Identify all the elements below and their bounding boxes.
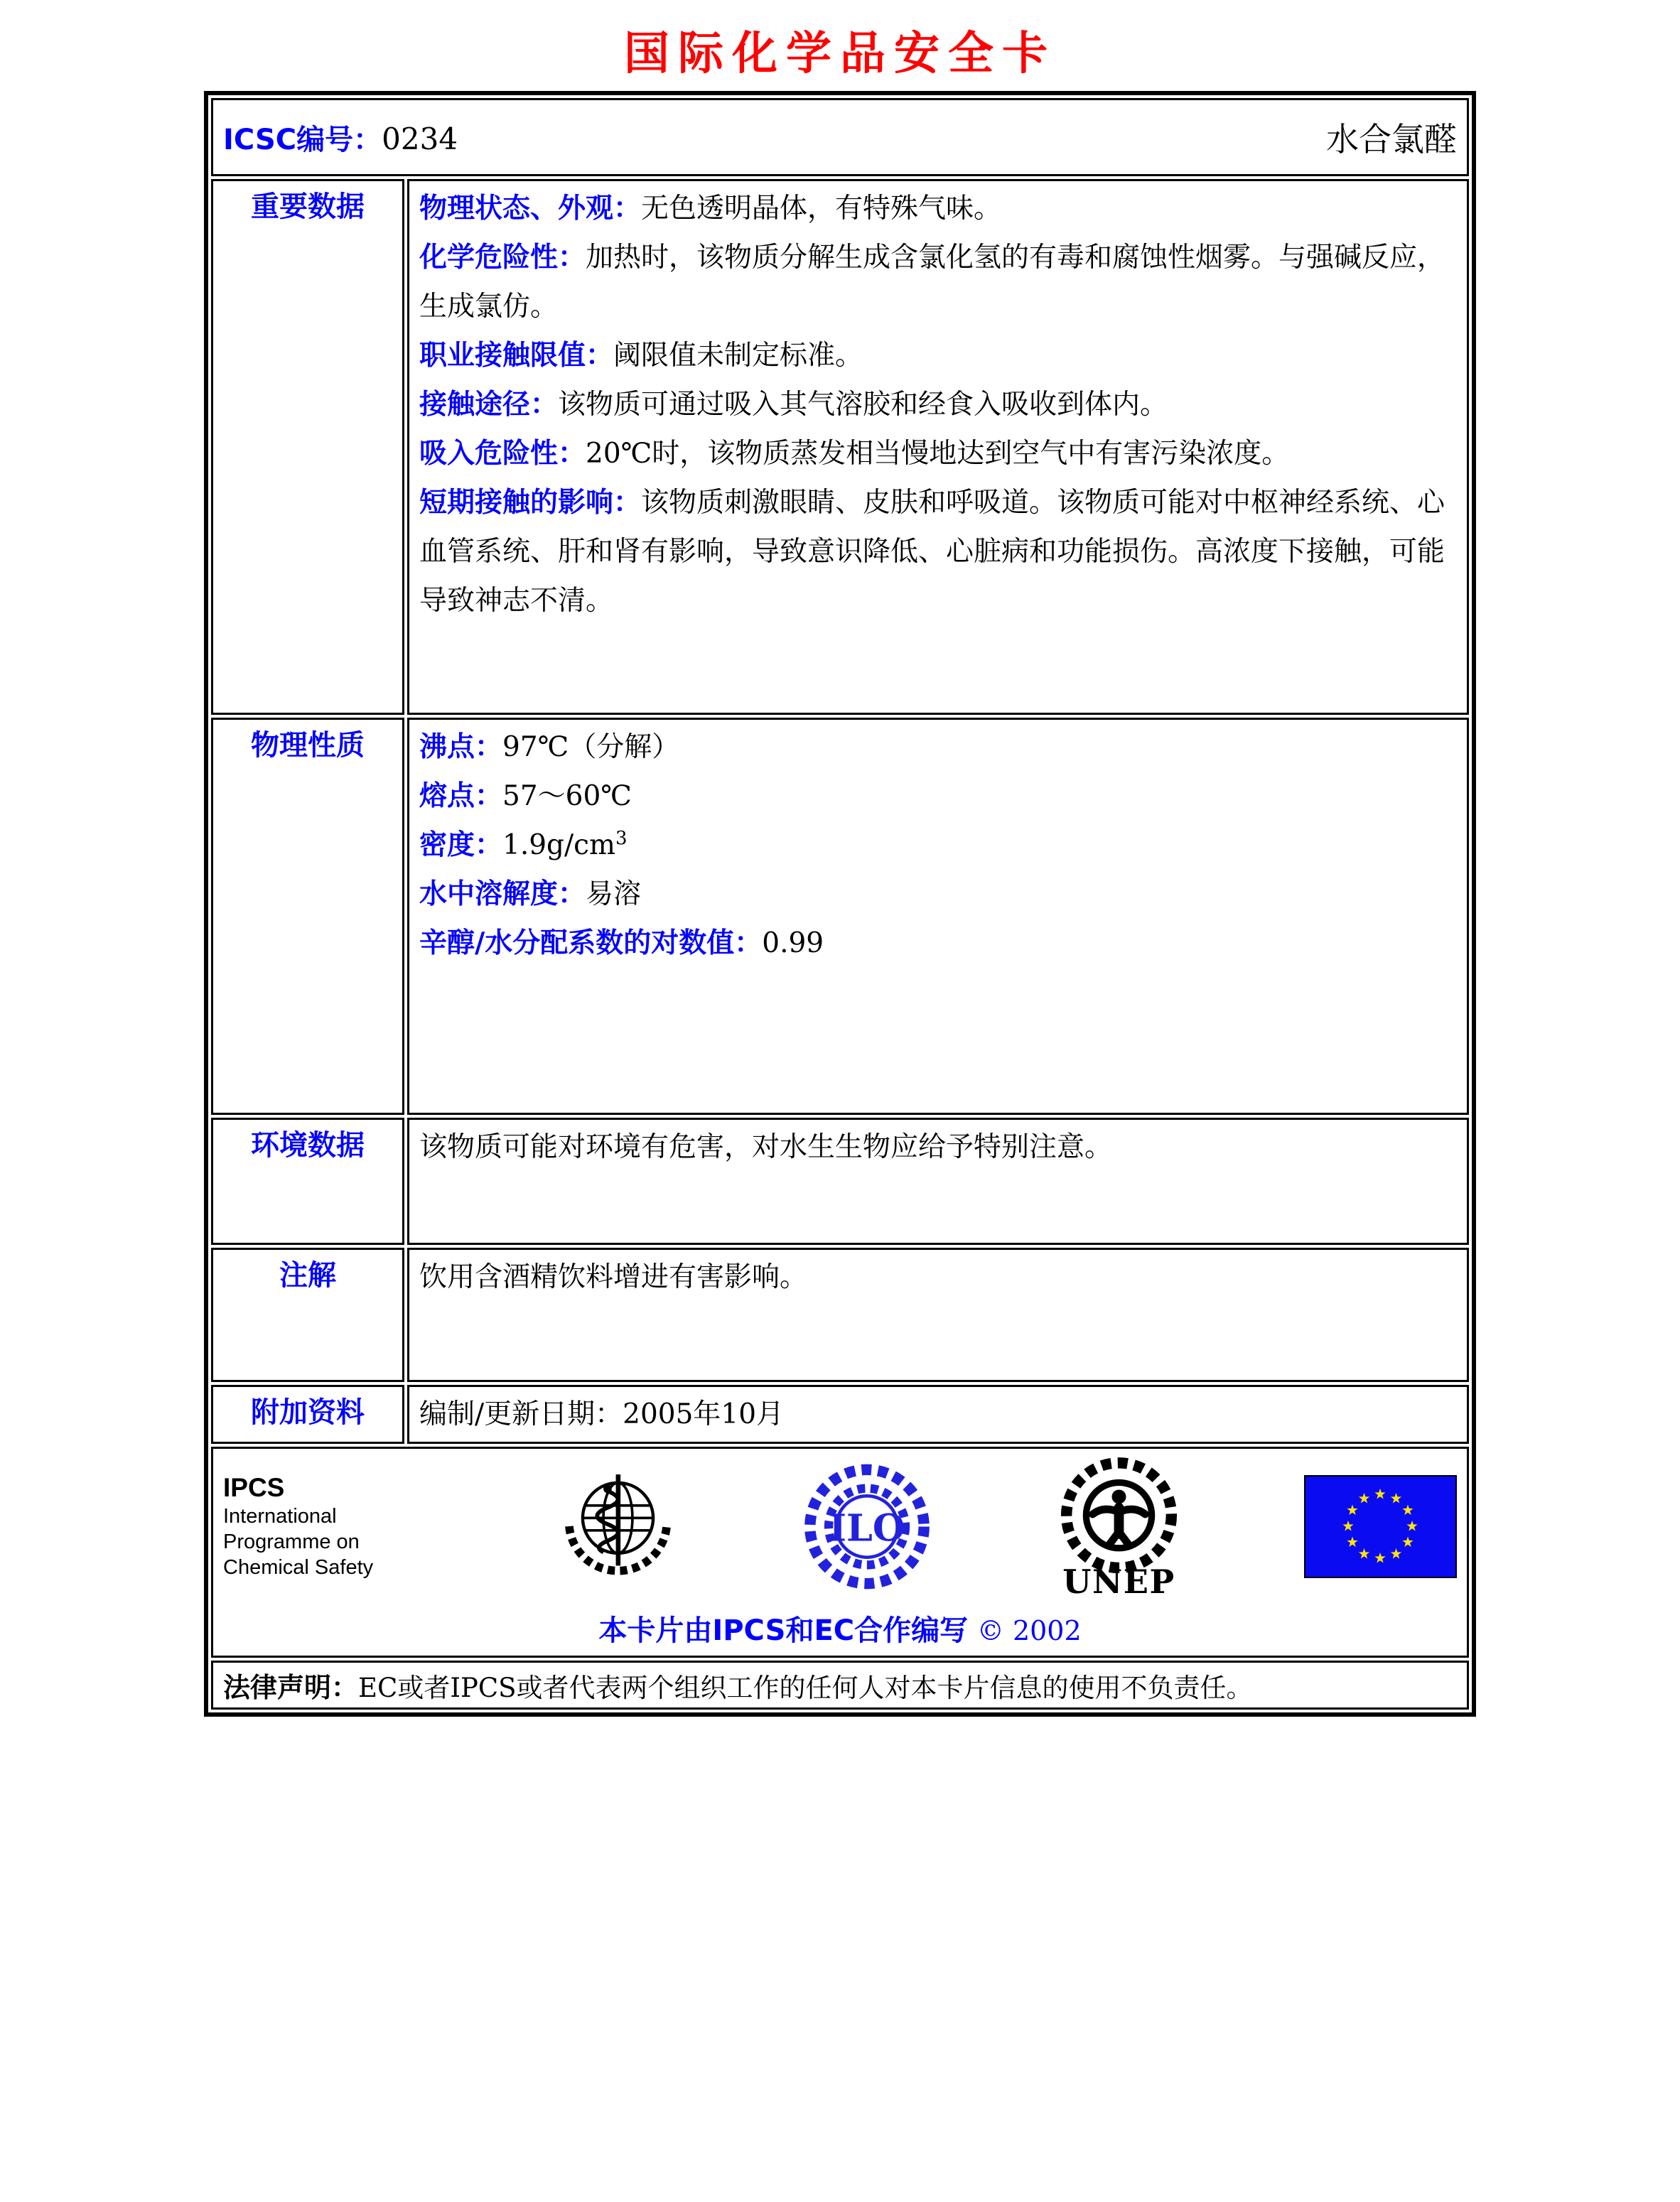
unep-logo-icon	[1053, 1455, 1185, 1597]
item-text: 20℃时，该物质蒸发相当慢地达到空气中有害污染浓度。	[586, 438, 1290, 470]
ilo-logo-icon	[799, 1461, 935, 1592]
legal-row	[211, 1661, 1469, 1710]
item-text: 1.9g/cm	[502, 829, 615, 861]
important-item-exposure-routes	[419, 380, 1457, 429]
notes-row	[211, 1248, 1469, 1382]
environment-text: 该物质可能对环境有危害，对水生生物应给予特别注意。	[419, 1131, 1113, 1163]
item-label: 熔点：	[419, 780, 503, 812]
physical-item-melting-point	[419, 772, 1457, 821]
icsc-number-group	[223, 117, 458, 158]
logos-cell	[211, 1447, 1469, 1658]
section-label-cell-environment	[211, 1118, 404, 1245]
item-label: 职业接触限值：	[419, 340, 614, 372]
important-data-row	[211, 179, 1469, 715]
notes-content	[407, 1248, 1469, 1382]
ipcs-line1: International	[223, 1505, 337, 1528]
notes-text: 饮用含酒精饮料增进有害影响。	[419, 1261, 808, 1293]
item-text: 无色透明晶体，有特殊气味。	[641, 193, 1002, 225]
header-row	[211, 98, 1469, 176]
ipcs-acronym: IPCS	[223, 1473, 285, 1502]
important-item-short-term-effects	[419, 478, 1457, 625]
section-label-cell-important	[211, 179, 404, 715]
physical-properties-content	[407, 718, 1469, 1115]
item-label: 吸入危险性：	[419, 438, 586, 470]
physical-properties-row	[211, 718, 1469, 1115]
ipcs-line2: Programme on	[223, 1531, 360, 1553]
important-item-chemical-danger	[419, 233, 1457, 331]
section-label-environment: 环境数据	[251, 1129, 365, 1162]
item-text: 97℃（分解）	[502, 731, 680, 763]
item-label: 辛醇/水分配系数的对数值：	[419, 927, 763, 959]
item-text: 易溶	[586, 878, 642, 910]
header-cell	[211, 98, 1469, 176]
physical-item-water-solubility	[419, 870, 1457, 919]
important-item-occupational-limit	[419, 331, 1457, 380]
chemical-name: 水合氯醛	[1326, 120, 1457, 158]
legal-label: 法律声明：	[223, 1672, 359, 1703]
item-label: 化学危险性：	[419, 242, 586, 274]
physical-item-boiling-point	[419, 723, 1457, 772]
ilo-letters: ILO	[828, 1506, 905, 1550]
section-label-physical: 物理性质	[251, 729, 365, 762]
item-text: 阈限值未制定标准。	[613, 340, 863, 372]
who-logo-icon	[556, 1462, 680, 1590]
physical-item-logp	[419, 919, 1457, 968]
item-text: 该物质可通过吸入其气溶胶和经食入吸收到体内。	[558, 389, 1168, 421]
physical-item-density	[419, 821, 1457, 870]
footer-caption	[223, 1608, 1457, 1648]
item-label: 水中溶解度：	[419, 878, 586, 910]
item-text: 0.99	[762, 927, 824, 959]
icsc-number-value: 0234	[382, 121, 458, 156]
caption-text: 本卡片由IPCS和EC合作编写	[598, 1614, 969, 1647]
unep-letters: UNEP	[1062, 1562, 1175, 1597]
additional-content	[407, 1385, 1469, 1444]
section-label-cell-additional	[211, 1385, 404, 1444]
additional-info-row	[211, 1385, 1469, 1444]
section-label-important: 重要数据	[251, 190, 365, 223]
important-data-content	[407, 179, 1469, 715]
logos-row	[211, 1447, 1469, 1658]
item-label: 物理状态、外观：	[419, 193, 642, 225]
legal-cell	[211, 1661, 1469, 1710]
item-label: 短期接触的影响：	[419, 487, 642, 519]
item-label: 接触途径：	[419, 389, 559, 421]
section-label-notes: 注解	[279, 1259, 336, 1292]
important-item-inhalation-risk	[419, 429, 1457, 478]
environment-data-row	[211, 1118, 1469, 1245]
important-item-appearance	[419, 184, 1457, 233]
icsc-number-label: ICSC编号：	[223, 123, 382, 156]
item-text: 加热时，该物质分解生成含氯化氢的有毒和腐蚀性烟雾。与强碱反应，生成氯仿。	[419, 242, 1445, 323]
item-text: 57～60℃	[502, 780, 632, 812]
legal-text: EC或者IPCS或者代表两个组织工作的任何人对本卡片信息的使用不负责任。	[358, 1673, 1253, 1703]
density-superscript: 3	[615, 828, 628, 849]
caption-copyright: © 2002	[976, 1615, 1082, 1646]
ipcs-line3: Chemical Safety	[223, 1556, 374, 1579]
additional-text: 编制/更新日期：2005年10月	[419, 1398, 785, 1430]
icsc-card-table	[204, 91, 1476, 1717]
environment-content	[407, 1118, 1469, 1245]
section-label-cell-notes	[211, 1248, 404, 1382]
page-title: 国际化学品安全卡	[624, 27, 1056, 80]
item-label: 密度：	[419, 829, 503, 861]
ipcs-block	[223, 1472, 436, 1580]
section-label-additional: 附加资料	[251, 1396, 365, 1429]
section-label-cell-physical	[211, 718, 404, 1115]
item-text: 该物质刺激眼睛、皮肤和呼吸道。该物质可能对中枢神经系统、心血管系统、肝和肾有影响，导致意识降低、心脏病和功能损伤。高浓度下接触，可能导致神志不清。	[419, 487, 1445, 617]
item-label: 沸点：	[419, 731, 503, 763]
eu-flag-icon	[1304, 1475, 1457, 1578]
